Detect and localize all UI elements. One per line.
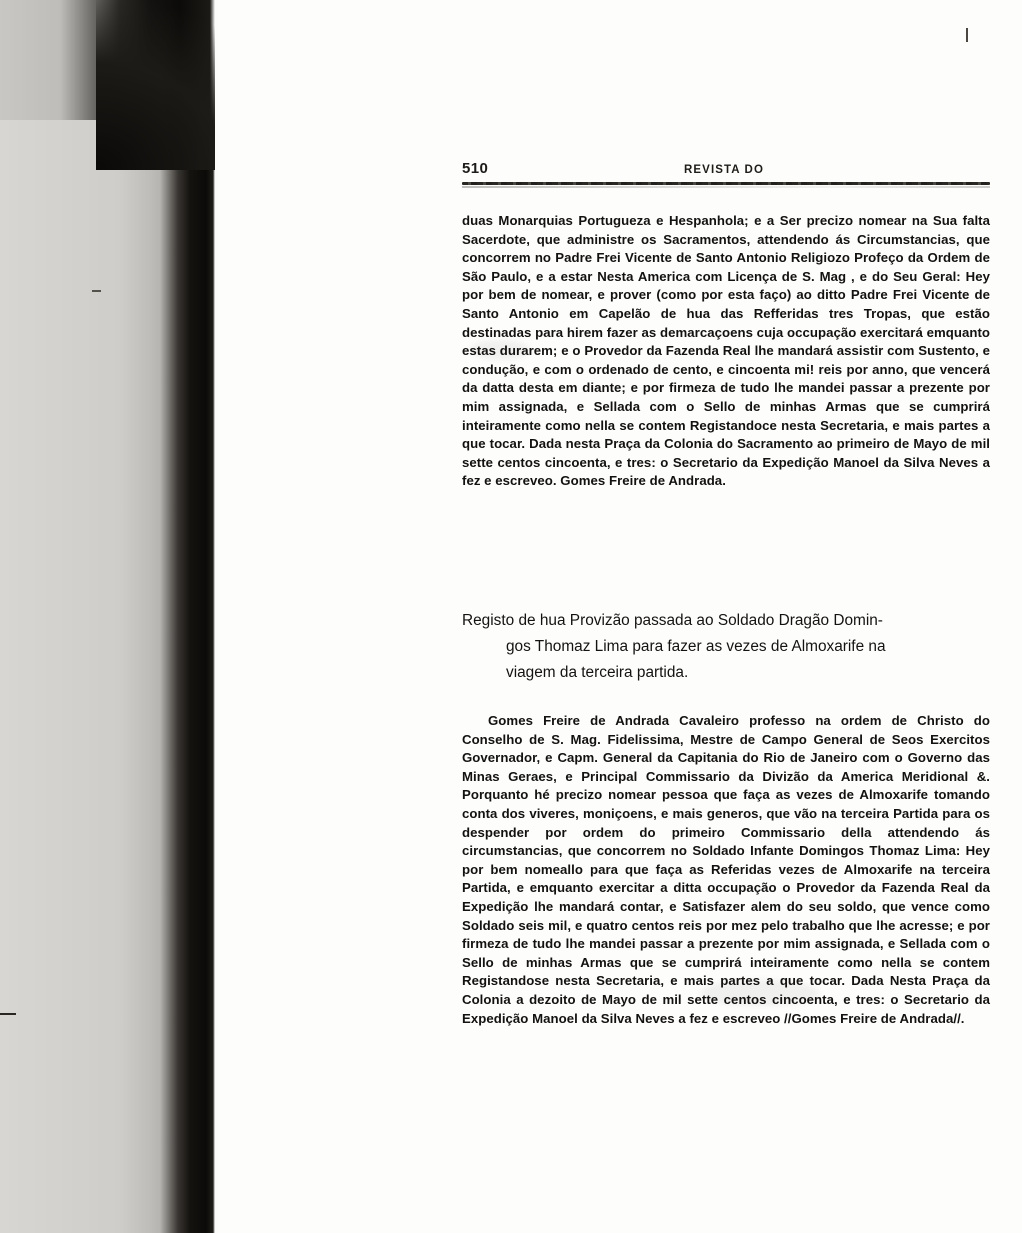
page-edge-tick: [0, 1013, 16, 1015]
running-header: [462, 160, 990, 184]
running-head-title: REVISTA DO: [684, 164, 765, 176]
paragraph-text: Gomes Freire de Andrada Cavaleiro professo na ordem de Christo do Conselho de S. Mag. Fidelissima, Mestre de Campo General de Seos Exercitos Governador, e Capm. General da Capitania do Rio de Janeiro com o Governo das Minas Geraes, e Principal Commissario da Divizão da America Meridional &. Porquanto hé precizo nomear pessoa que faça as vezes de Almoxarife tomando conta dos viveres, moniçoens, e mais generos, que vão na terceira Partida para os despender por ordem do primeiro Commissario della attendendo ás circumstancias, que concorrem no Soldado Infante Domingos Thomaz Lima: Hey por bem nomeallo para que faça as Referidas vezes de Almoxarife na terceira Partida, e emquanto exercitar a ditta occupação o Provedor da Fazenda Real da Expedição lhe mandará contar, e Satisfazer alem do seu soldo, que vence como Soldado seis mil, e quatro centos reis por mez pelo trabalho que lhe acresse; e por firmeza de tudo lhe mandei passar a prezente por mim assignada, e Sellada com o Sello de minhas Armas que se cumprirá inteiramente como nella se contem Registandose nesta Secretaria, e mais partes a que tocar. Dada Nesta Praça da Colonia a dezoito de Mayo de mil sette centos cincoenta, e tres: o Secretario da Expedição Manoel da Silva Neves a fez e escreveo //Gomes Freire de Andrada//.: [462, 713, 990, 1026]
left-registration-mark: [92, 290, 101, 292]
header-rule-shadow: [462, 186, 990, 188]
paragraph-document-body: [462, 712, 990, 1028]
gutter-fade: [150, 0, 220, 1233]
heading-line-1: Registo de hua Provizão passada ao Soldado Dragão Domin-: [462, 612, 883, 629]
section-heading: [462, 608, 990, 686]
heading-line-2: gos Thomaz Lima para fazer as vezes de Almoxarife na: [506, 638, 886, 655]
heading-line-3: viagem da terceira partida.: [506, 664, 689, 681]
header-rule: [462, 182, 990, 185]
paragraph-continuation: duas Monarquias Portugueza e Hespanhola; e a Ser precizo nomear na Sua falta Sacerdote, que administre os Sacramentos, attendendo ás Circumstancias, que concorrem no Padre Frei Vicente de Santo Antonio Religiozo Profeço da Ordem de São Paulo, e a estar Nesta America com Licença de S. Mag , e do Seu Geral: Hey por bem de nomear, e prover (como por esta faço) ao ditto Padre Frei Vicente de Santo Antonio em Capelão de hua das Refferidas tres Tropas, que estão destinadas para hirem fazer as demarcaçoens cuja occupação exercitará emquanto estas durarem; e o Provedor da Fazenda Real lhe mandará assistir com Sustento, e condução, e com o ordenado de cento, e cincoenta mi! reis por anno, que vencerá da datta desta em diante; e por firmeza de tudo lhe mandei passar a prezente por mim assignada, e Sellada com o Sello de minhas Armas que se cumprirá inteiramente como nella se contem Registandoce nesta Secretaria, e mais partes a que tocar. Dada nesta Praça da Colonia do Sacramento ao primeiro de Mayo de mil sette centos cincoenta, e tres: o Secretario da Expedição Manoel da Silva Neves a fez e escreveo. Gomes Freire de Andrada.: [462, 213, 990, 489]
text-column: [462, 0, 990, 1233]
page-number: 510: [462, 160, 489, 177]
